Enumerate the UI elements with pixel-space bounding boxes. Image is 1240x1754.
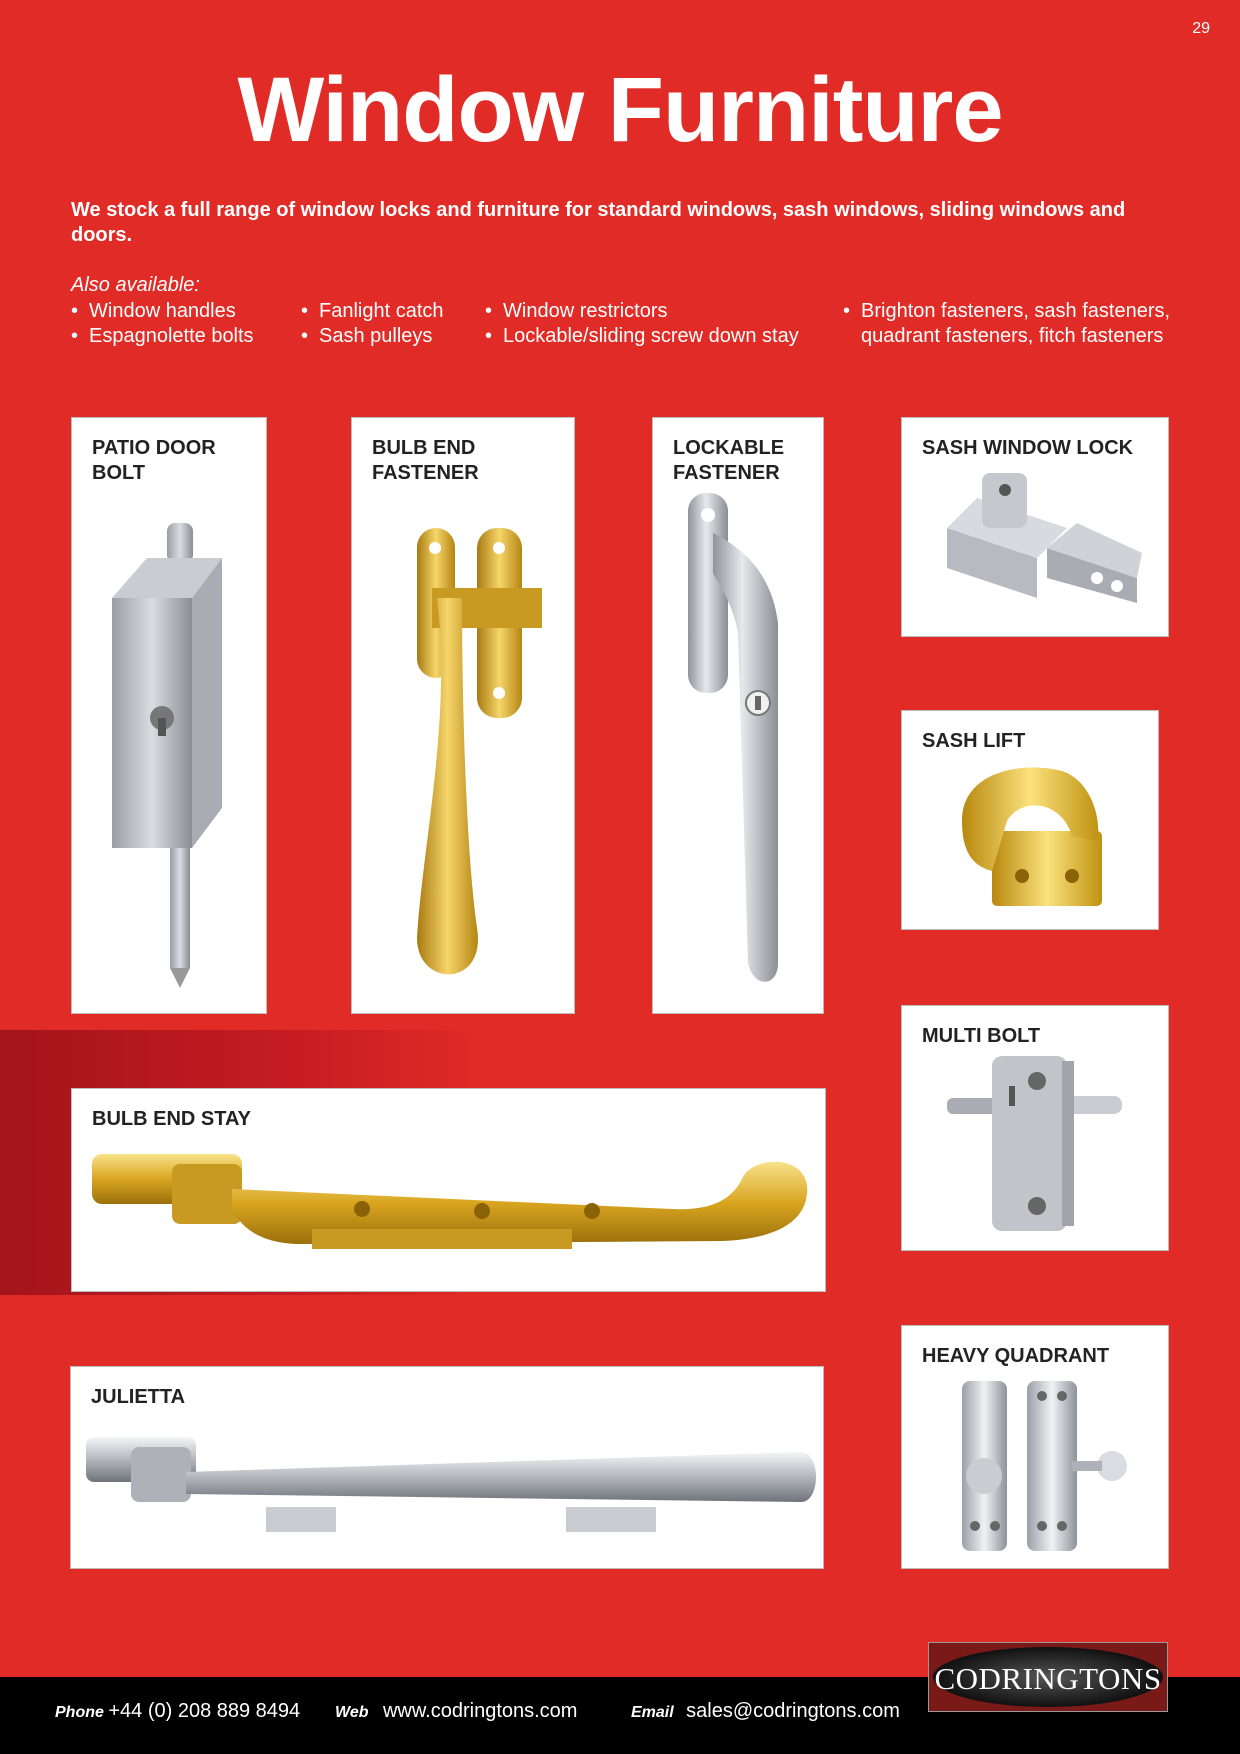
list-item: • Sash pulleys <box>301 325 433 347</box>
product-label: SASH LIFT <box>922 730 1026 752</box>
also-list-col-3 <box>485 299 799 349</box>
list-item: • Espagnolette bolts <box>71 325 254 347</box>
footer-email: Email sales@codringtons.com <box>631 1700 900 1722</box>
product-label: HEAVY QUADRANT <box>922 1345 1110 1367</box>
page-title: Window Furniture <box>237 59 1003 161</box>
product-card-sash-lift[interactable] <box>901 710 1159 930</box>
heavy-quadrant-image <box>957 1376 1137 1556</box>
list-item: • Fanlight catch <box>301 300 444 322</box>
web-link[interactable]: www.codringtons.com <box>382 1700 578 1722</box>
multi-bolt-image <box>947 1056 1127 1241</box>
also-available-heading: Also available: <box>71 274 200 296</box>
product-label: SASH WINDOW LOCK <box>922 437 1134 459</box>
sash-window-lock-image <box>937 468 1147 618</box>
list-item: • Brighton fasteners, sash fasteners, <box>843 300 1171 322</box>
logo-text: CODRINGTONS <box>934 1661 1162 1696</box>
list-item: quadrant fasteners, fitch fasteners <box>861 325 1164 347</box>
product-card-bulb-end-fastener[interactable] <box>351 417 575 1014</box>
product-card-julietta[interactable] <box>70 1366 824 1569</box>
product-card-lockable-fastener[interactable] <box>652 417 824 1014</box>
product-label: JULIETTA <box>91 1386 186 1408</box>
lockable-fastener-image <box>673 493 813 993</box>
also-list-col-1 <box>71 299 254 349</box>
product-label: BULB END FASTENER <box>372 437 479 484</box>
bulb-end-fastener-image <box>377 518 547 998</box>
list-item: • Lockable/sliding screw down stay <box>485 325 799 347</box>
codringtons-logo <box>928 1642 1168 1712</box>
footer-web: Web www.codringtons.com <box>335 1700 578 1722</box>
list-item: • Window restrictors <box>485 300 668 322</box>
page-number: 29 <box>1192 20 1210 37</box>
product-card-patio-door-bolt[interactable] <box>71 417 267 1014</box>
julietta-image <box>86 1432 816 1557</box>
also-list-col-2 <box>301 299 444 349</box>
bulb-end-stay-image <box>92 1149 812 1279</box>
product-label: MULTI BOLT <box>922 1025 1041 1047</box>
product-card-multi-bolt[interactable] <box>901 1005 1169 1251</box>
footer-phone: Phone +44 (0) 208 889 8494 <box>55 1700 301 1722</box>
patio-door-bolt-image <box>92 518 242 988</box>
intro-text: We stock a full range of window locks and furniture for standard windows, sash windows, sliding windows and doors. <box>71 199 1126 246</box>
product-label: LOCKABLE FASTENER <box>673 437 785 484</box>
also-list-col-4 <box>843 299 1170 349</box>
product-label: BULB END STAY <box>92 1108 251 1130</box>
email-link[interactable]: sales@codringtons.com <box>686 1700 900 1722</box>
list-item: • Window handles <box>71 300 236 322</box>
phone-number: +44 (0) 208 889 8494 <box>108 1700 301 1722</box>
product-card-sash-window-lock[interactable] <box>901 417 1169 637</box>
product-card-bulb-end-stay[interactable] <box>71 1088 826 1292</box>
sash-lift-image <box>952 761 1122 911</box>
product-label: PATIO DOOR BOLT <box>92 437 216 484</box>
product-card-heavy-quadrant[interactable] <box>901 1325 1169 1569</box>
